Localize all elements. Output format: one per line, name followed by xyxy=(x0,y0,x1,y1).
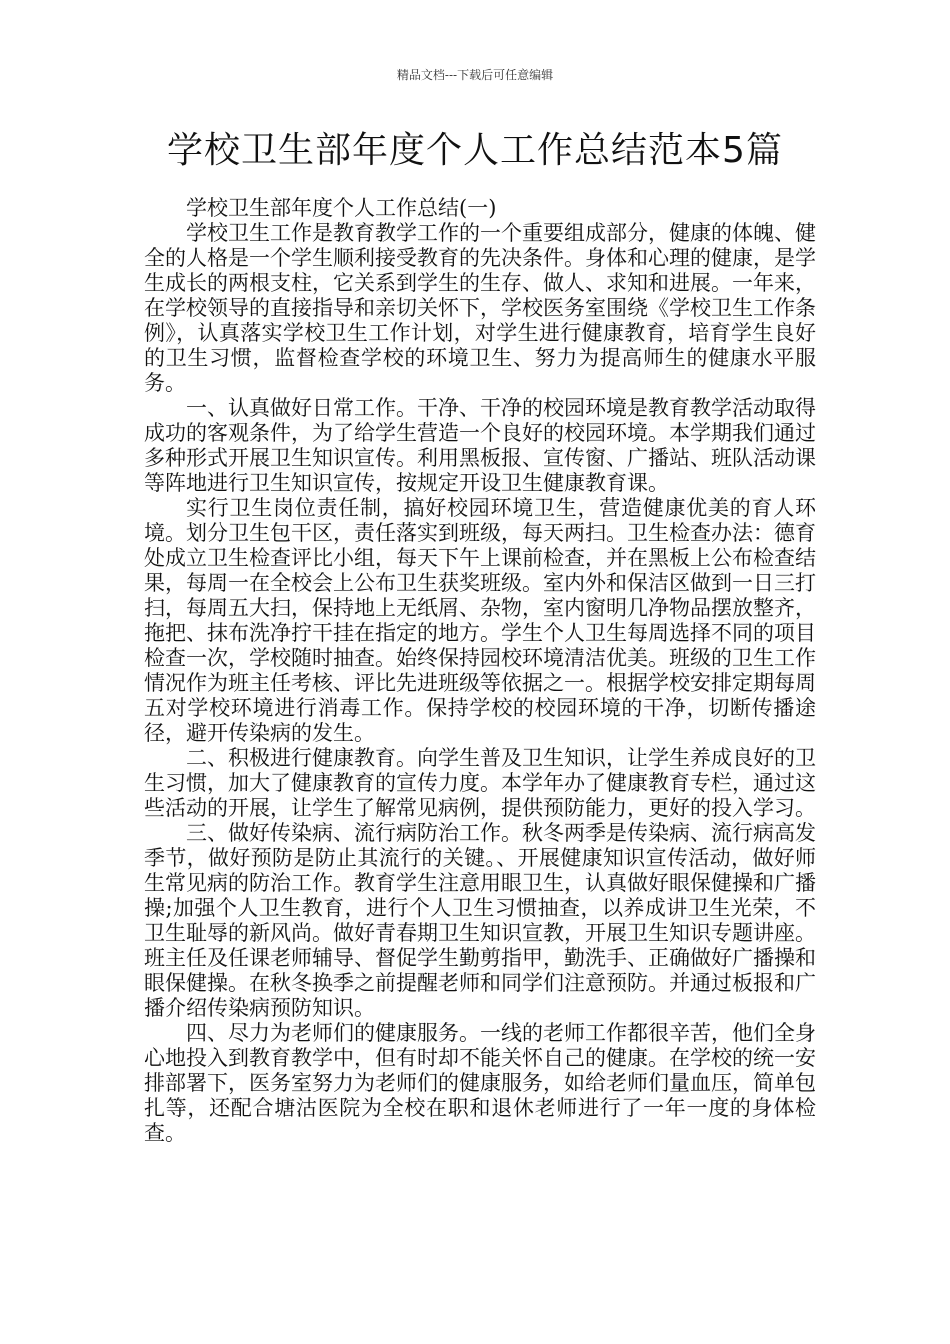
section-heading: 学校卫生部年度个人工作总结(一) xyxy=(186,196,497,220)
paragraph-health-education: 二、积极进行健康教育。向学生普及卫生知识，让学生养成良好的卫生习惯，加大了健康教育的宣传力度。本学年办了健康教育专栏，通过这些活动的开展，让学生了解常见病例，提供预防能力，更好的投入学习。 xyxy=(144,746,816,820)
paragraph-teacher-health: 四、尽力为老师们的健康服务。一线的老师工作都很辛苦，他们全身心地投入到教育教学中，但有时却不能关怀自己的健康。在学校的统一安排部署下，医务室努力为老师们的健康服务，如给老师们量血压，简单包扎等，还配合塘沽医院为全校在职和退休老师进行了一年一度的身体检查。 xyxy=(144,1021,816,1145)
document-title: 学校卫生部年度个人工作总结范本5篇 xyxy=(167,130,783,171)
header-note: 精品文档---下载后可任意编辑 xyxy=(396,68,554,82)
paragraph-intro: 学校卫生工作是教育教学工作的一个重要组成部分，健康的体魄、健全的人格是一个学生顺利接受教育的先决条件。身体和心理的健康，是学生成长的两根支柱，它关系到学生的生存、做人、求知和进展。一年来，在学校领导的直接指导和亲切关怀下，学校医务室围绕《学校卫生工作条例》，认真落实学校卫生工作计划，对学生进行健康教育，培育学生良好的卫生习惯，监督检查学校的环境卫生、努力为提高师生的健康水平服务。 xyxy=(144,221,816,395)
document-body xyxy=(144,196,816,1146)
paragraph-responsibility: 实行卫生岗位责任制，搞好校园环境卫生，营造健康优美的育人环境。划分卫生包干区，责任落实到班级，每天两扫。卫生检查办法：德育处成立卫生检查评比小组，每天下午上课前检查，并在黑板上公布检查结果，每周一在全校会上公布卫生获奖班级。室内外和保洁区做到一日三打扫，每周五大扫，保持地上无纸屑、杂物，室内窗明几净物品摆放整齐，拖把、抹布洗净拧干挂在指定的地方。学生个人卫生每周选择不同的项目检查一次，学校随时抽查。始终保持园校环境清洁优美。班级的卫生工作情况作为班主任考核、评比先进班级等依据之一。根据学校安排定期每周五对学校环境进行消毒工作。保持学校的校园环境的干净，切断传播途径，避开传染病的发生。 xyxy=(144,496,816,745)
paragraph-daily-work: 一、认真做好日常工作。干净、干净的校园环境是教育教学活动取得成功的客观条件，为了给学生营造一个良好的校园环境。本学期我们通过多种形式开展卫生知识宣传。利用黑板报、宣传窗、广播站、班队活动课等阵地进行卫生知识宣传，按规定开设卫生健康教育课。 xyxy=(144,396,816,495)
paragraph-disease-prevention: 三、做好传染病、流行病防治工作。秋冬两季是传染病、流行病高发季节，做好预防是防止其流行的关键。、开展健康知识宣传活动，做好师生常见病的防治工作。教育学生注意用眼卫生，认真做好眼保健操和广播操;加强个人卫生教育，进行个人卫生习惯抽查，以养成讲卫生光荣，不卫生耻辱的新风尚。做好青春期卫生知识宣教，开展卫生知识专题讲座。班主任及任课老师辅导、督促学生勤剪指甲，勤洗手、正确做好广播操和眼保健操。在秋冬换季之前提醒老师和同学们注意预防。并通过板报和广播介绍传染病预防知识。 xyxy=(144,821,816,1020)
